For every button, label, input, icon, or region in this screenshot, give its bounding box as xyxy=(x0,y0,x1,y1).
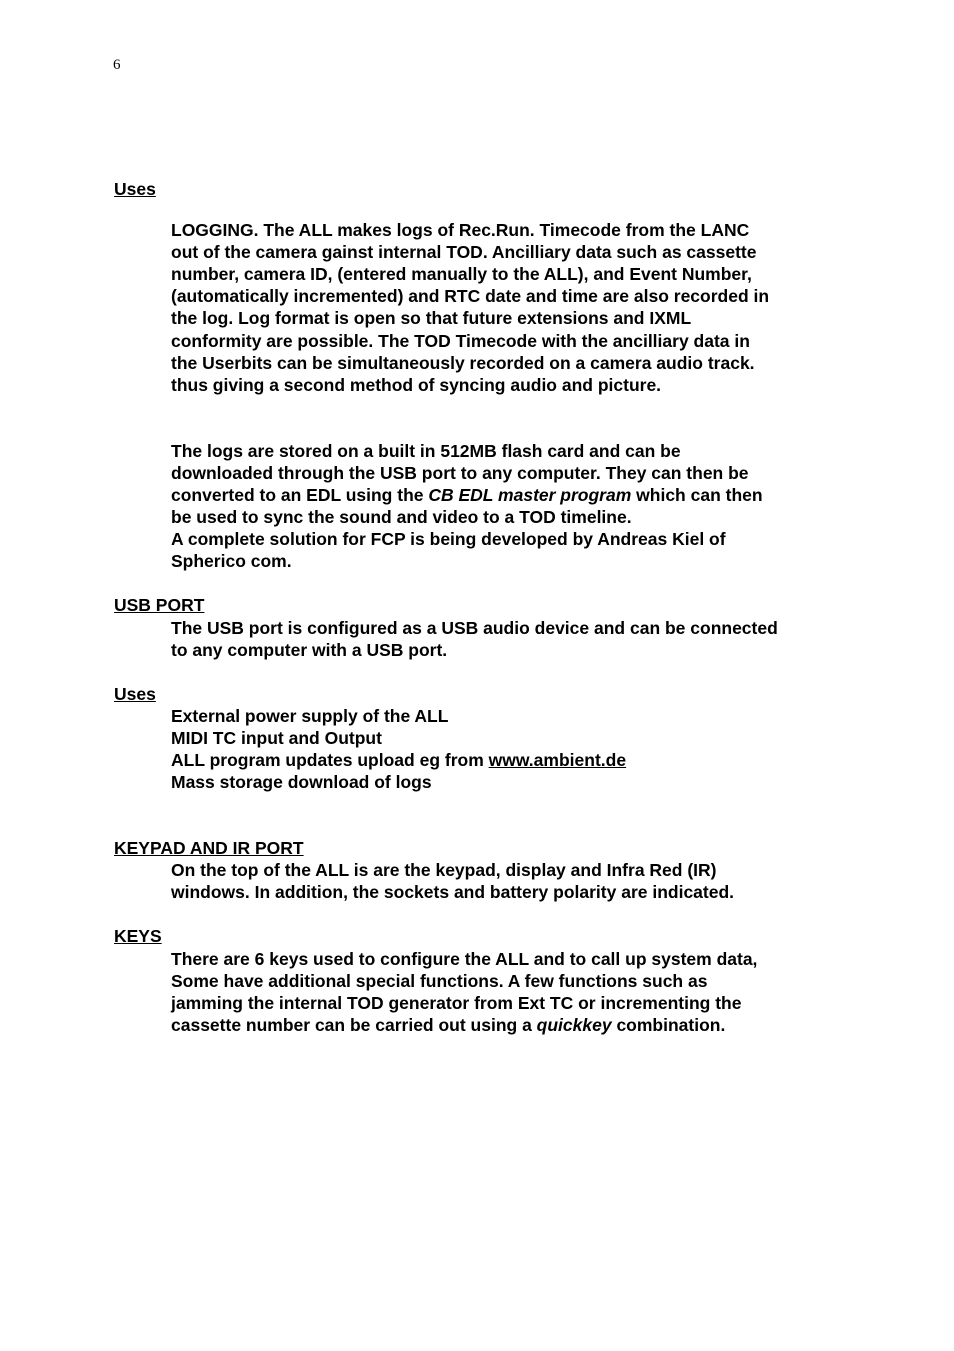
keypad-paragraph xyxy=(171,859,854,903)
keypad-line: windows. In addition, the sockets and battery polarity are indicated. xyxy=(171,882,735,903)
list-item: Mass storage download of logs xyxy=(171,772,432,793)
program-name: CB EDL master program xyxy=(428,485,632,506)
keys-line: Some have additional special functions. A few functions such as xyxy=(171,970,708,991)
logs-line: Spherico com. xyxy=(171,551,292,572)
usb-uses-section xyxy=(114,683,854,793)
logs-line: The logs are stored on a built in 512MB flash card and can be xyxy=(171,440,681,461)
logging-line: out of the camera gainst internal TOD. Ancilliary data such as cassette xyxy=(171,242,757,263)
logs-text: converted to an EDL using the xyxy=(171,485,429,506)
keys-text: combination. xyxy=(611,1014,726,1035)
keypad-section xyxy=(114,837,854,903)
logs-paragraph xyxy=(171,440,854,573)
list-item xyxy=(171,749,854,771)
logs-text: which can then xyxy=(631,485,763,506)
keys-section xyxy=(114,925,854,1035)
list-item: MIDI TC input and Output xyxy=(171,727,382,748)
uses-section xyxy=(114,178,854,572)
logs-line: A complete solution for FCP is being developed by Andreas Kiel of xyxy=(171,529,726,550)
usb-port-paragraph xyxy=(171,617,854,661)
quickkey-term: quickkey xyxy=(536,1014,612,1035)
logging-line: thus giving a second method of syncing audio and picture. xyxy=(171,374,662,395)
logging-line: the log. Log format is open so that future extensions and IXML xyxy=(171,308,692,329)
list-item-text: ALL program updates upload eg from xyxy=(171,749,489,770)
uses-heading: Uses xyxy=(114,179,156,199)
document-body xyxy=(114,178,854,1036)
keypad-heading: KEYPAD AND IR PORT xyxy=(114,838,304,859)
keys-heading: KEYS xyxy=(114,926,162,947)
keys-line xyxy=(171,1014,854,1036)
logs-line: downloaded through the USB port to any computer. They can then be xyxy=(171,462,749,483)
logs-line xyxy=(171,484,854,506)
usb-uses-heading: Uses xyxy=(114,683,156,704)
page-number: 6 xyxy=(113,57,121,73)
keys-paragraph xyxy=(171,948,854,1036)
usb-port-line: The USB port is configured as a USB audio device and can be connected xyxy=(171,617,778,638)
logging-line: (automatically incremented) and RTC date and time are also recorded in xyxy=(171,286,770,307)
usb-port-section xyxy=(114,594,854,660)
keys-line: There are 6 keys used to configure the ALL and to call up system data, xyxy=(171,948,758,969)
usb-port-heading: USB PORT xyxy=(114,595,205,616)
logging-line: LOGGING. The ALL makes logs of Rec.Run. Timecode from the LANC xyxy=(171,220,750,241)
keypad-line: On the top of the ALL is are the keypad, display and Infra Red (IR) xyxy=(171,860,717,881)
website-link[interactable]: www.ambient.de xyxy=(488,749,627,770)
list-item: External power supply of the ALL xyxy=(171,705,449,726)
logging-line: conformity are possible. The TOD Timecode with the ancilliary data in xyxy=(171,330,750,351)
logging-line: number, camera ID, (entered manually to the ALL), and Event Number, xyxy=(171,264,752,285)
logging-line: the Userbits can be simultaneously recorded on a camera audio track. xyxy=(171,352,755,373)
logs-line: be used to sync the sound and video to a TOD timeline. xyxy=(171,507,632,528)
usb-uses-list xyxy=(171,705,854,793)
logging-paragraph xyxy=(171,219,854,396)
usb-port-line: to any computer with a USB port. xyxy=(171,639,448,660)
keys-line: jamming the internal TOD generator from Ext TC or incrementing the xyxy=(171,992,742,1013)
keys-text: cassette number can be carried out using a xyxy=(171,1014,537,1035)
